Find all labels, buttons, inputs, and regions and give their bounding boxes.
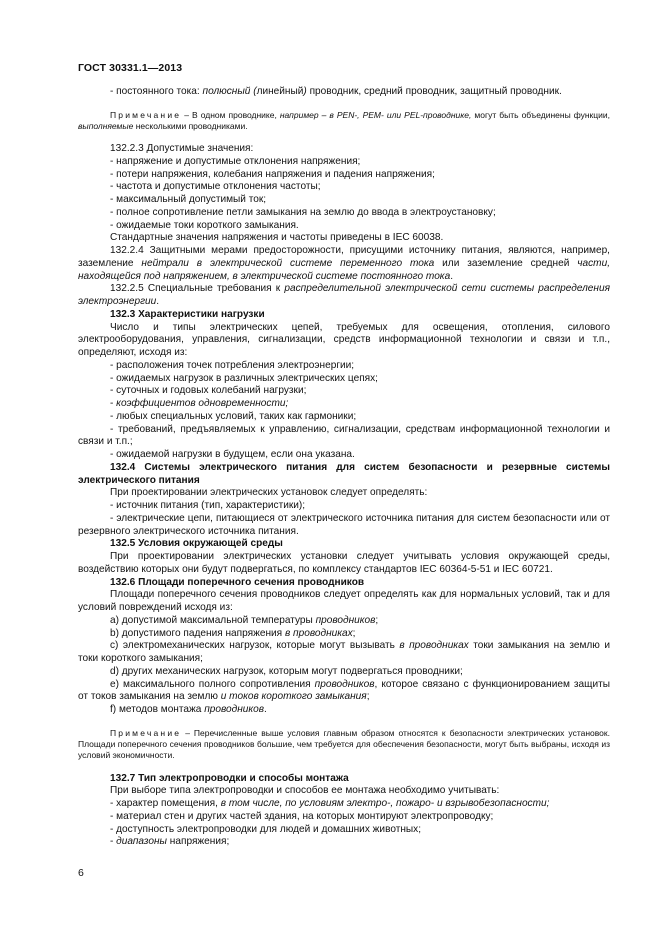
list-item: - характер помещения, в том числе, по условиям электро-, пожаро- и взрывобезопасности;: [110, 798, 550, 810]
document-header: ГОСТ 30331.1—2013: [78, 62, 183, 74]
heading-132-6: 132.6 Площади поперечного сечения проводников: [110, 576, 365, 588]
page-number: 6: [78, 867, 84, 879]
section-132-2-4: 132.2.4 Защитными мерами предосторожности, присущими источнику питания, являются, например, заземление нейтрали в электрической системе переменного тока или заземление средней части, находящейся под напряжением, в электрической системе постоянного тока.: [78, 245, 610, 282]
dc-current-item: - постоянного тока: полюсный (линейный) проводник, средний проводник, защитный проводник.: [110, 86, 562, 97]
paragraph-132-6: Площади поперечного сечения проводников следует определять как для нормальных условий, так и для условий повреждений исходя из:: [78, 589, 610, 614]
list-item: d) других механических нагрузок, которым могут подвергаться проводники;: [110, 665, 463, 677]
list-item: е) максимального полного сопротивления проводников, которое связано с функционированием защиты от токов замыкания на землю и токов короткого замыкания;: [78, 678, 610, 703]
note-1: Примечание – В одном проводнике, например – в PEN-, PEM- или PEL-проводнике, могут быть объединены функции, выполняемые несколькими проводниками.: [78, 109, 611, 131]
paragraph-132-5: При проектировании электрических установки следует учитывать условия окружающей среды, воздействию которых они будут подвергаться, по комплексу стандартов IEC 60364-5-51 и IEC 60721.: [78, 551, 610, 575]
list-item: а) допустимой максимальной температуры проводников;: [110, 614, 379, 626]
standard-values-text: Стандартные значения напряжения и частоты приведены в IEC 60038.: [110, 232, 444, 244]
list-item: - частота и допустимые отклонения частоты;: [110, 181, 321, 193]
heading-132-4: 132.4 Системы электрического питания для систем безопасности и резервные системы электрического питания: [78, 461, 610, 486]
list-item: - напряжение и допустимые отклонения напряжения;: [110, 155, 361, 167]
list-item: - суточных и годовых колебаний нагрузки;: [110, 385, 307, 397]
list-item: - ожидаемые токи короткого замыкания.: [110, 219, 299, 231]
list-item: - источник питания (тип, характеристики);: [110, 500, 306, 512]
list-item: - любых специальных условий, таких как гармоники;: [110, 410, 357, 422]
list-item: - ожидаемых нагрузок в различных электрических цепях;: [110, 372, 378, 384]
list-item: - материал стен и других частей здания, на которых монтируют электропроводку;: [110, 810, 494, 822]
note-2: Примечание – Перечисленные выше условия главным образом относятся к безопасности электрических установок. Площади поперечного сечения проводников большие, чем требуется для обеспечения безопасности, могут быть выбраны, исходя из условий экономичности.: [78, 727, 610, 761]
section-132-2-5: 132.2.5 Специальные требования к распределительной электрической сети системы распределения электроэнергии.: [78, 283, 610, 308]
list-item: - максимальный допустимый ток;: [110, 194, 267, 206]
list-item: - полное сопротивление петли замыкания на землю до ввода в электроустановку;: [110, 206, 496, 218]
page-body: [78, 86, 610, 849]
list-item: - потери напряжения, колебания напряжения и падения напряжения;: [110, 168, 435, 180]
list-item: - электрические цепи, питающиеся от электрического источника питания для систем безопасности или от резервного электрического источника питания.: [78, 512, 610, 537]
section-132-2-3: 132.2.3 Допустимые значения:: [110, 143, 254, 155]
list-item: - коэффициентов одновременности;: [110, 398, 289, 410]
list-item: - доступность электропроводки для людей и домашних животных;: [110, 823, 422, 835]
list-item: b) допустимого падения напряжения в проводниках;: [110, 627, 356, 639]
list-item: - расположения точек потребления электроэнергии;: [110, 359, 355, 371]
paragraph-132-7: При выборе типа электропроводки и способов ее монтажа необходимо учитывать:: [110, 785, 500, 797]
paragraph-132-4: При проектировании электрических установок следует определять:: [110, 487, 428, 499]
heading-132-5: 132.5 Условия окружающей среды: [110, 538, 283, 550]
paragraph-132-3: Число и типы электрических цепей, требуемых для освещения, отопления, силового электрооборудования, управления, сигнализации, средств информационной технологии и связи и т.п., определяют, исходя из:: [78, 321, 610, 359]
list-item: - требований, предъявляемых к управлению, сигнализации, средствам информационной технологии и связи и т.п.;: [78, 423, 610, 448]
heading-132-3: 132.3 Характеристики нагрузки: [110, 308, 265, 320]
list-item: - ожидаемой нагрузки в будущем, если она указана.: [110, 449, 355, 461]
list-item: - диапазоны напряжения;: [110, 836, 230, 848]
list-item: с) электромеханических нагрузок, которые могут вызывать в проводниках токи замыкания на землю и токи короткого замыкания;: [78, 640, 610, 665]
heading-132-7: 132.7 Тип электропроводки и способы монтажа: [110, 772, 349, 784]
list-item: f) методов монтажа проводников.: [110, 704, 267, 716]
